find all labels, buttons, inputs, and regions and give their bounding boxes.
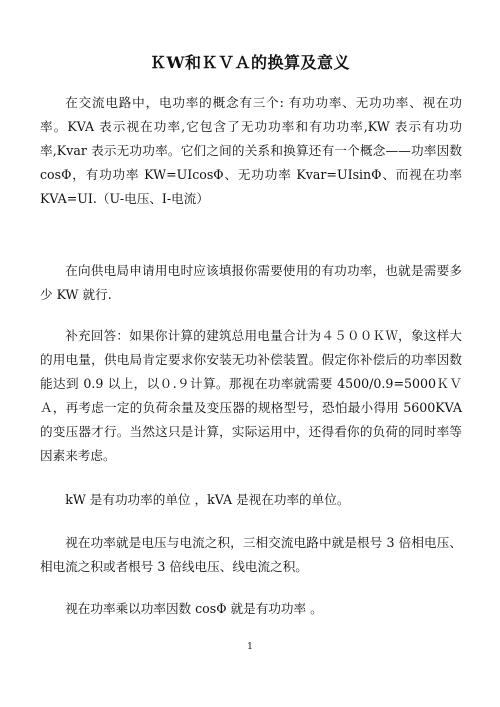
- paragraph-apparent-power: 视在功率就是电压与电流之积，三相交流电路中就是根号 3 倍相电压、相电流之积或者根号 3 倍线电压、线电流之积。: [40, 535, 462, 574]
- page-number: 1: [247, 642, 253, 652]
- paragraph-supplement: 补充回答：如果你计算的建筑总用电量合计为４５００ＫＷ，象这样大的用电量，供电局肯定要求你安装无功补偿装置。假定你补偿后的功率因数能达到 0.9 以上，以０.９计算。那视在功率就需要 4500/0.9=5000ＫＶＡ，再考虑一定的负荷余量及变压器的规格型号，恐怕最小得用 5600KVA 的变压器才行。当然这只是计算，实际运用中，还得看你的负荷的同时率等因素来考虑。: [40, 328, 462, 463]
- document-title: ＫW和ＫＶＡ的换算及意义: [150, 53, 350, 72]
- paragraph-power-concepts: 在交流电路中，电功率的概念有三个: 有功功率、无功功率、视在功率。KVA 表示视在功率,它包含了无功功率和有功功率,KW 表示有功功率,Kvar 表示无功功率。它们之间的关系和换算还有一个概念——功率因数 cosΦ，有功功率 KW=UIcosΦ、无功功率 Kvar=UIsinΦ、而视在功率 KVA=UI.（U-电压、I-电流）: [40, 95, 462, 206]
- paragraph-apply-power: 在向供电局申请用电时应该填报你需要使用的有功功率，也就是需要多少 KW 就行.: [40, 263, 462, 302]
- paragraph-power-factor: 视在功率乘以功率因数 cosΦ 就是有功功率 。: [65, 601, 323, 616]
- paragraph-units: kW 是有功功率的单位 ，kVA 是视在功率的单位。: [65, 492, 350, 507]
